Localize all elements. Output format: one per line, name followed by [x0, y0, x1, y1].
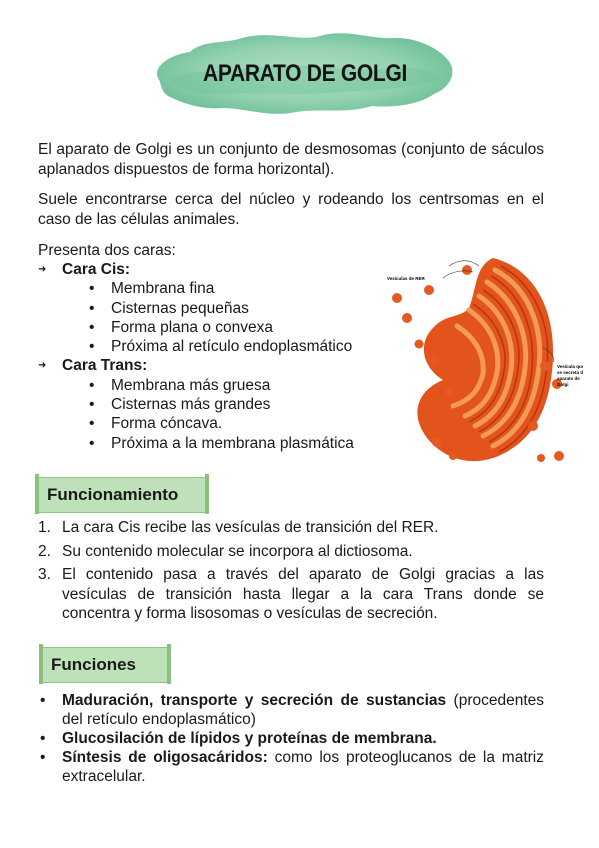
- list-item: • Maduración, transporte y secreción de sustancias (procedentes del retículo endoplasmático): [40, 692, 545, 728]
- list-item: • Próxima a la membrana plasmática: [89, 434, 354, 452]
- bullet-icon: •: [40, 730, 46, 747]
- bullet-icon: •: [40, 749, 46, 766]
- bullet-icon: •: [89, 434, 95, 452]
- face-cis: [38, 260, 354, 279]
- arrow-bullet-icon: ➜: [38, 264, 47, 275]
- list-item: 3. El contenido pasa a través del aparato de Golgi gracias a las vesículas de transición hasta llegar a la cara Trans donde se concentra y forma lisosomas o vesículas de secreción.: [38, 566, 544, 622]
- bullet-icon: •: [89, 299, 95, 317]
- bullet-icon: •: [89, 415, 95, 433]
- faces-list: [38, 260, 354, 453]
- title-banner: [150, 28, 460, 120]
- face-trans-label: Cara Trans:: [62, 357, 148, 375]
- list-item: • Forma plana o convexa: [89, 318, 273, 336]
- page-title: APARATO DE GOLGI: [202, 60, 408, 87]
- funcionamiento-steps: [38, 518, 544, 628]
- intro-paragraph-2: Suele encontrarse cerca del núcleo y rodeando los centrsomas en el caso de las células animales.: [38, 191, 544, 228]
- list-item: • Cisternas pequeñas: [89, 299, 249, 317]
- list-item: • Síntesis de oligosacáridos: como los proteoglucanos de la matriz extracelular.: [40, 749, 544, 785]
- bullet-icon: •: [89, 396, 95, 414]
- faces-intro: Presenta dos caras:: [38, 242, 176, 259]
- list-item: • Membrana más gruesa: [89, 376, 271, 394]
- face-cis-label: Cara Cis:: [62, 261, 131, 278]
- secretion-label-3: aparato de: [557, 376, 580, 381]
- list-item: • Forma cóncava.: [89, 415, 223, 433]
- list-item: 1. La cara Cis recibe las vesículas de transición del RER.: [38, 519, 439, 536]
- golgi-illustration: [383, 248, 583, 470]
- bullet-icon: •: [89, 318, 95, 336]
- list-item: • Glucosilación de lípidos y proteínas de membrana.: [40, 730, 437, 747]
- intro-paragraph-1: El aparato de Golgi es un conjunto de desmosomas (conjunto de sáculos aplanados dispuestos de forma horizontal).: [38, 141, 544, 178]
- funciones-heading: Funciones: [42, 647, 168, 683]
- list-item: • Membrana fina: [89, 280, 215, 298]
- bullet-icon: •: [89, 376, 95, 394]
- secretion-label-2: se secreta de: [557, 370, 583, 375]
- vesicle-rer-label: Vesículas de RER: [387, 276, 425, 281]
- list-item: 2. Su contenido molecular se incorpora al dictiosoma.: [38, 542, 413, 560]
- bullet-icon: •: [40, 692, 46, 709]
- list-item: • Cisternas más grandes: [89, 396, 271, 414]
- secretion-label-4: Golgi: [557, 382, 569, 387]
- bullet-icon: •: [89, 338, 95, 356]
- arrow-bullet-icon: ➜: [38, 360, 47, 372]
- golgi-figure-svg: [383, 248, 583, 470]
- face-trans: [38, 356, 354, 375]
- list-item: • Próxima al retículo endoplasmático: [89, 338, 353, 356]
- secretion-label-1: Vesícula que: [557, 364, 583, 369]
- funcionamiento-heading: Funcionamiento: [38, 477, 206, 513]
- funciones-list: [38, 691, 544, 786]
- bullet-icon: •: [89, 280, 95, 298]
